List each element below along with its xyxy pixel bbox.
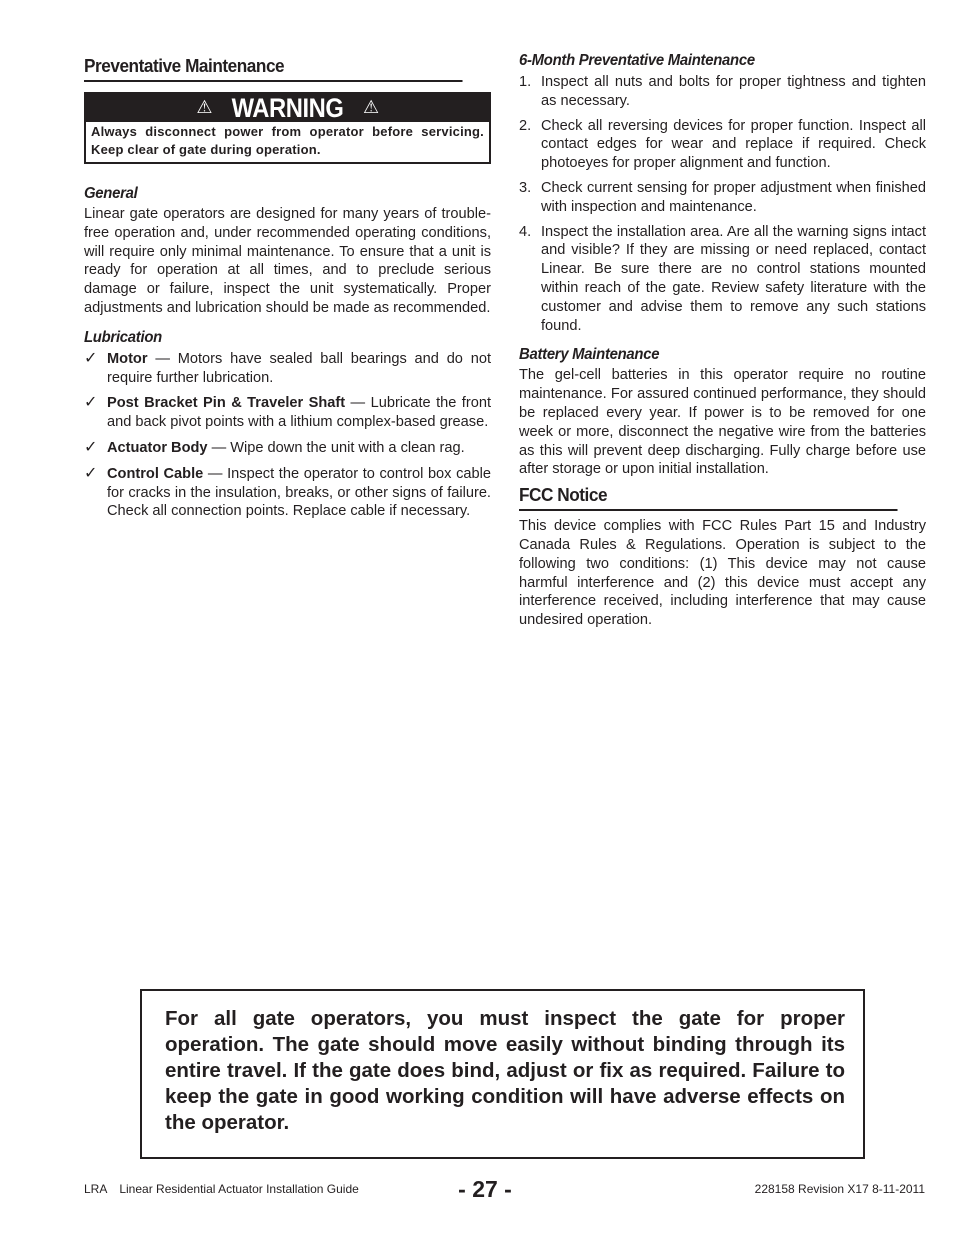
item-number: 3. — [519, 179, 532, 196]
list-item — [519, 117, 926, 173]
item-term: Control Cable — [107, 465, 204, 482]
list-item — [84, 350, 491, 388]
list-item — [519, 223, 926, 336]
section-title-preventative-maintenance: Preventative Maintenance — [84, 55, 463, 82]
list-item — [519, 179, 926, 217]
item-text: Inspect all nuts and bolts for proper tightness and tighten as necessary. — [541, 74, 926, 109]
item-term: Motor — [107, 350, 148, 367]
check-icon: ✓ — [84, 464, 98, 482]
list-item — [84, 439, 491, 458]
lubrication-heading: Lubrication — [84, 328, 162, 346]
check-icon: ✓ — [84, 394, 98, 412]
warning-triangle-icon: ⚠ — [196, 96, 212, 117]
item-term: Post Bracket Pin & Traveler Shaft — [107, 395, 346, 412]
footer-guide-title: Linear Residential Actuator Installation Guide — [119, 1182, 359, 1196]
item-number: 4. — [519, 223, 532, 240]
warning-text: Always disconnect power from operator before servicing. Keep clear of gate during operation. — [91, 124, 484, 157]
item-text: Inspect the installation area. Are all the warning signs intact and visible? If they are missing or need replaced, contact Linear. Be sure there are no control stations mounted within reach of the gate. Review safety literature with the customer and advise them to remove any such stations found. — [541, 223, 926, 334]
six-month-list — [519, 73, 926, 335]
item-term: Actuator Body — [107, 439, 208, 456]
gate-inspection-notice-box — [140, 989, 865, 1159]
item-number: 1. — [519, 74, 532, 90]
left-column — [84, 52, 491, 528]
lubrication-list — [84, 350, 491, 521]
item-text: — Inspect the operator to control box cable for cracks in the insulation, breaks, or other signs of failure. Check all connection points. Replace cable if necessary. — [107, 465, 491, 520]
list-item — [84, 465, 491, 521]
footer-left — [84, 1182, 359, 1196]
fcc-text: This device complies with FCC Rules Part 15 and Industry Canada Rules & Regulations. Operation is subject to the following two conditions: (1) This device may not cause harmful interference and (2) this device must accept any interference received, including interference that may cause undesired operation. — [519, 518, 926, 629]
general-heading: General — [84, 185, 138, 202]
item-text: — Wipe down the unit with a clean rag. — [207, 439, 465, 456]
warning-title: WARNING — [231, 92, 344, 123]
six-month-heading: 6-Month Preventative Maintenance — [519, 52, 755, 69]
warning-title-bar — [86, 94, 489, 122]
footer-revision: 228158 Revision X17 8-11-2011 — [754, 1182, 925, 1196]
item-text: — Lubricate the front and back pivot points with a lithium complex-based grease. — [107, 395, 492, 431]
warning-box — [84, 92, 491, 164]
check-icon: ✓ — [84, 438, 98, 456]
right-column — [519, 52, 926, 630]
general-text: Linear gate operators are designed for many years of trouble-free operation and, under recommended operating conditions, will require only minimal maintenance. To ensure that a unit is ready for operation at all times, and to preclude serious damage or failure, inspect the unit systematically. Proper adjustments and lubrication should be made as recommended. — [84, 206, 491, 316]
check-icon: ✓ — [84, 349, 98, 367]
item-text: Check current sensing for proper adjustment when finished with inspection and maintenance. — [541, 179, 926, 215]
battery-text: The gel-cell batteries in this operator require no routine maintenance. For assured continued performance, they should be replaced every year. If power is to be removed for one week or more, disconnect the negative wire from the batteries as this will prevent deep discharging. Fully charge before use after storage or upon initial installation. — [519, 367, 926, 478]
gate-inspection-notice-text: For all gate operators, you must inspect the gate for proper operation. The gate should move easily without binding through its entire travel. If the gate does bind, adjust or fix as required. Failure to keep the gate in good working condition will have adverse effects on the operator. — [165, 1007, 845, 1134]
item-number: 2. — [519, 117, 532, 134]
warning-triangle-icon: ⚠ — [363, 96, 379, 117]
battery-heading: Battery Maintenance — [519, 346, 660, 364]
item-text: Check all reversing devices for proper function. Inspect all contact edges for wear and replace if required. Check photoeyes for proper alignment and function. — [541, 117, 926, 172]
item-text: — Motors have sealed ball bearings and do not require further lubrication. — [107, 350, 491, 386]
list-item — [84, 394, 491, 432]
list-item — [519, 73, 926, 111]
page-number: - 27 - — [458, 1176, 512, 1202]
footer-product-code: LRA — [84, 1182, 108, 1196]
section-title-fcc-notice: FCC Notice — [519, 484, 898, 511]
